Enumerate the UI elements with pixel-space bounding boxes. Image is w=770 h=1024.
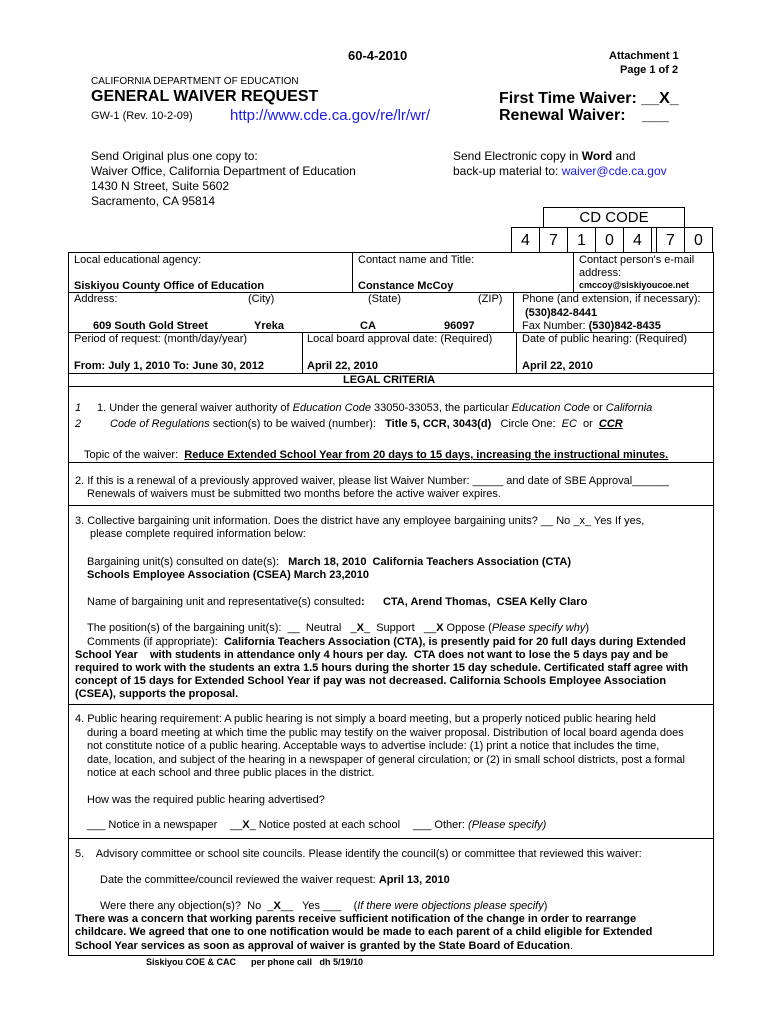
contact-value: Constance McCoy [358,280,454,292]
objections-text: If there were objections please specify [357,900,544,912]
posted-option [230,819,400,831]
comments-text: California Teachers Association (CTA), is presently paid for 20 full days during Extended [223,636,686,648]
cde-waiver-link[interactable]: http://www.cde.ca.gov/re/lr/wr/ [230,107,431,124]
comments-line-4: concept of 15 days for Extended School Year if pay was not decreased. California Schools Employee Association [75,675,667,687]
line-number: 2 [75,418,82,430]
s1-text: Education Code [292,402,371,414]
objections-line [100,900,547,912]
posted-mark: X [242,819,250,831]
cd-code-digit: 4 [511,227,540,253]
s1-text: Code of Regulations [110,418,210,430]
section-3-line-2: please complete required information below: [90,528,306,540]
zip-value: 96097 [444,320,475,332]
other-option [413,819,546,831]
position-text: _ Support __ [363,622,437,634]
fax-line [522,320,661,332]
section-4-text [75,713,685,781]
phone-value: (530)842-8441 [525,307,598,319]
bargaining-consulted-2: Schools Employee Association (CSEA) March 23,2010 [87,569,370,581]
electronic-prefix: Send Electronic copy in [453,149,582,163]
section-3-line-1: 3. Collective bargaining unit information. Does the district have any employee bargaining units? __ No _x_ Yes If yes, [75,515,645,527]
comments-line-5: (CSEA), supports the proposal. [75,688,239,700]
oppose-mark: X [436,622,444,634]
send-line: Waiver Office, California Department of Education [91,164,356,178]
cd-code-digit: 7 [656,227,685,253]
city-label: (City) [248,293,275,305]
city-value: Yreka [254,320,284,332]
attachment-label: Attachment 1 [609,50,679,62]
email-label-line: Contact person's e-mail [579,254,695,266]
legal-criteria-heading: LEGAL CRITERIA [343,374,436,386]
section-4-line: 4. Public hearing requirement: A public hearing is not simply a board meeting, but a properly noticed public hearing held [75,713,656,725]
objection-detail-2: childcare. We agreed that one to one notification would be made to each parent of a child eligible for Extended [75,926,653,938]
page-title: GENERAL WAIVER REQUEST [91,88,319,105]
s1-text: California [605,402,653,414]
section-2-line-2: Renewals of waivers must be submitted two months before the active waiver expires. [87,488,501,500]
section-2-line-1: 2. If this is a renewal of a previously approved waiver, please list Waiver Number: _____ and date of SBE Approval______ [75,475,669,487]
lea-label: Local educational agency: [74,254,202,266]
position-text: The position(s) of the bargaining unit(s): __ Neutral _ [87,622,357,634]
address-label: Address: [74,293,118,305]
send-line: Send Original plus one copy to: [91,149,258,163]
fax-label: Fax Number: [522,320,586,332]
fax-value: (530)842-8435 [588,320,661,332]
s1-text: section(s) to be waived (number): [209,418,386,430]
cd-code-label: CD CODE [543,207,685,228]
section-4-line: date, location, and subject of the hearing in a newspaper of general circulation; or (2) in small school districts, post a formal [87,753,685,766]
regulation-number: Title 5, CCR, 3043(d) [385,418,492,430]
waiver-email-link[interactable]: waiver@cde.ca.gov [561,164,667,178]
send-original-block [91,149,356,209]
hearing-date-label: Date of public hearing: (Required) [522,333,688,345]
email-label [579,254,694,280]
topic-value: Reduce Extended School Year from 20 days to 15 days, increasing the instructional minutes. [184,449,669,461]
review-date-label: Date the committee/council reviewed the waiver request: [100,874,379,886]
s1-text: or [576,418,599,430]
first-time-waiver [499,90,679,108]
line-number: 1 [75,402,82,414]
form-id: GW-1 (Rev. 10-2-09) [91,110,193,122]
s1-text: 33050-33053, the particular [370,402,512,414]
state-value: CA [360,320,376,332]
comments-line-1 [87,636,686,648]
s1-text: Circle One: [491,418,562,430]
section-4-line: notice at each school and three public places in the district. [87,767,375,779]
posted-label: _ Notice posted at each school [249,819,401,831]
electronic-suffix: and [612,149,636,163]
representatives-colon: : [360,596,365,608]
objection-detail-text: School Year services as soon as approval of waiver is granted by the State Board of Education [75,940,570,952]
send-electronic-block [453,149,667,179]
cd-code-digit: 7 [539,227,568,253]
section-1-line-2 [110,418,623,430]
period-label: Period of request: (month/day/year) [74,333,248,345]
electronic-word: Word [581,149,613,163]
email-value: cmccoy@siskiyoucoe.net [579,280,689,290]
renewal-label: Renewal Waiver: [499,107,626,124]
s1-text: or [589,402,606,414]
bargaining-consulted [87,556,571,568]
position-text: Please specify why [491,622,586,634]
period-value: From: July 1, 2010 To: June 30, 2012 [74,360,264,372]
board-approval-value: April 22, 2010 [307,360,378,372]
position-text: Oppose ( [443,622,492,634]
cd-code-digit: 4 [623,227,652,253]
topic-label: Topic of the waiver: [84,449,185,461]
send-electronic-line [453,149,667,164]
first-time-label: First Time Waiver: [499,90,637,107]
state-label: (State) [368,293,402,305]
circle-ec: EC [561,418,577,430]
form-date: 60-4-2010 [348,48,408,63]
footer-note: Siskiyou COE & CAC per phone call dh 5/19/10 [146,957,364,967]
topic-line [84,449,668,461]
section-4-line: not constitute notice of a public hearing. Acceptable ways to advertise include: (1) print a notice that includes the time, [87,740,660,752]
contact-label: Contact name and Title: [358,254,475,266]
circle-ccr: CCR [598,418,623,430]
backup-line [453,164,667,179]
bargaining-position [87,622,589,634]
s1-text: 1. Under the general waiver authority of [97,402,293,414]
board-approval-label: Local board approval date: (Required) [307,333,493,345]
phone-label: Phone (and extension, if necessary): [522,293,701,305]
representatives-label: Name of bargaining unit and representative(s) consulted [87,596,361,608]
section-1-line-1 [97,402,652,414]
comments-line-3: required to work with the students an extra 1.5 hours during the shorter 15 day schedule. Certificated staff agree with [75,662,689,674]
department-name: CALIFORNIA DEPARTMENT OF EDUCATION [91,76,299,87]
renewal-value: ___ [642,107,669,124]
send-line: Sacramento, CA 95814 [91,194,216,208]
objection-detail-end: . [569,940,574,952]
hearing-question: How was the required public hearing advertised? [87,794,325,806]
review-date-value: April 13, 2010 [378,874,450,886]
consulted-value: March 18, 2010 California Teachers Association (CTA) [288,556,572,568]
council-review-date [100,874,450,886]
posted-blank: __ [230,819,243,831]
bargaining-representatives [87,596,587,608]
other-specify: (Please specify) [468,819,547,831]
cd-code-digit: 0 [595,227,624,253]
consulted-label: Bargaining unit(s) consulted on date(s): [87,556,289,568]
cd-code-digit: 0 [684,227,713,253]
objections-text: ) [543,900,548,912]
comments-label: Comments (if appropriate): [87,636,224,648]
section-5-line: 5. Advisory committee or school site councils. Please identify the council(s) or committee that reviewed this waiver: [75,848,642,860]
objection-detail-3 [75,940,573,952]
s1-text: Education Code [511,402,590,414]
zip-label: (ZIP) [478,293,503,305]
objections-text: __ Yes ___ ( [280,900,358,912]
position-text: ) [585,622,590,634]
section-4-line: during a board meeting at which time the public may testify on the waiver proposal. Distribution of local board agenda does [87,726,684,739]
objection-detail-1: There was a concern that working parents receive sufficient notification of the change in order to rearrange [75,913,637,925]
lea-value: Siskiyou County Office of Education [74,280,265,292]
backup-prefix: back-up material to: [453,164,562,178]
representatives-value: CTA, Arend Thomas, CSEA Kelly Claro [382,596,588,608]
page-number: Page 1 of 2 [620,64,679,76]
email-label-line: address: [579,267,622,279]
comments-line-2: School Year with students in attendance only 4 hours per day. CTA does not want to lose the 5 days pay and be [75,649,669,661]
newspaper-option: ___ Notice in a newspaper [87,819,218,831]
other-label: ___ Other: [413,819,469,831]
no-objections-mark: X [273,900,281,912]
renewal-waiver [499,107,669,125]
objections-text: Were there any objection(s)? No _ [100,900,274,912]
cd-code-digit: 1 [567,227,596,253]
street-value: 609 South Gold Street [93,320,208,332]
hearing-date-value: April 22, 2010 [522,360,593,372]
support-mark: X [356,622,364,634]
send-line: 1430 N Street, Suite 5602 [91,179,230,193]
first-time-value: __X_ [641,90,679,107]
